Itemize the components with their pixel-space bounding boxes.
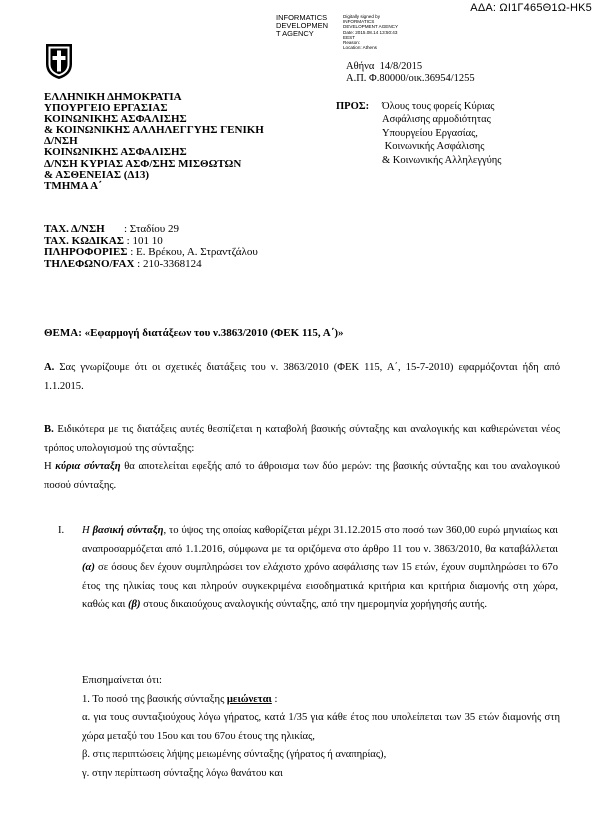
item-text <box>82 522 558 615</box>
section-b <box>44 421 560 495</box>
section-marker: Α. <box>44 362 55 373</box>
signer-line: INFORMATICS <box>276 13 328 22</box>
contact-value: Σταδίου 29 <box>129 223 179 235</box>
greek-emblem-icon <box>44 42 74 80</box>
contact-details <box>44 224 258 270</box>
contact-label: ΤΑΧ. ΚΩΔΙΚΑΣ <box>44 234 124 247</box>
authority-line: ΚΟΙΝΩΝΙΚΗΣ ΑΣΦΑΛΙΣΗΣ <box>44 146 187 159</box>
signature-detail-line: Date: 2015.08.14 13:50:43 <box>343 29 398 35</box>
text-fragment: Η <box>44 461 56 472</box>
section-a-text: Σας γνωρίζουμε ότι οι σχετικές διατάξεις του ν. 3863/2010 (ΦΕΚ 115, Α΄, 15-7-2010) εφαρμόζονται ήδη από 1.1.2015. <box>44 362 560 392</box>
authority-line: & ΚΟΙΝΩΝΙΚΗΣ ΑΛΛΗΛΕΓΓΥΗΣ ΓΕΝΙΚΗ <box>44 124 264 137</box>
subject-line: ΘΕΜΑ: «Εφαρμογή διατάξεων του ν.3863/2010 (ΦΕΚ 115, Α΄)» <box>44 327 344 339</box>
text-fragment: : <box>271 693 278 705</box>
section-b-main-pension <box>44 458 560 495</box>
protocol-number: Α.Π. Φ.80000/οικ.36954/1255 <box>346 72 475 84</box>
authority-line: ΤΜΗΜΑ Α΄ <box>44 179 102 192</box>
signature-detail-line: INFORMATICS <box>343 19 375 25</box>
text-fragment: 1. Το ποσό της βασικής σύνταξης <box>82 693 227 705</box>
recipient-line: Ασφάλισης αρμοδιότητας <box>382 114 491 126</box>
notes-section <box>82 672 560 783</box>
contact-value: 101 10 <box>132 234 163 247</box>
text-fragment: , το ύψος της οποίας καθορίζεται μέχρι 31.12.2015 στο ποσό των 360,00 ευρώ μηνιαίως και αναπροσαρμόζεται από 1.1.2016, σύμφωνα με τα οριζόμενα στο άρθρο 11 του ν. 3863/2010, θα καταβάλλεται <box>82 525 558 555</box>
note-subpoint-a: α. για τους συνταξιούχους λόγω γήρατος, κατά 1/35 για κάθε έτος που υπολείπεται των 35 ετών διαμονής στη χώρα μεταξύ του 15ου και του 67ου έτους της ηλικίας, <box>82 712 560 742</box>
signature-detail-line: DEVELOPMENT AGENCY <box>343 24 399 30</box>
recipient-list <box>382 100 501 167</box>
contact-row <box>44 224 258 236</box>
signature-detail-line: EEST <box>343 34 355 40</box>
text-fragment: σε όσους δεν έχουν συμπληρώσει τον ελάχιστο χρόνο ασφάλισης των 15 ετών, έχουν συμπληρώσει το 67ο έτος της ηλικίας τους και πληρούν συγκεκριμένα εισοδηματικά κριτήρια και κριτήρια διαμονής στη χώρα, καθώς και <box>82 562 558 610</box>
contact-sep: : <box>127 246 137 258</box>
signature-detail-line: Location: Athens <box>343 45 377 51</box>
contact-label: ΠΛΗΡΟΦΟΡΙΕΣ <box>44 246 128 258</box>
contact-label: ΤΗΛΕΦΩΝΟ/FAX <box>44 257 135 270</box>
digital-signature-details <box>343 14 398 50</box>
signature-detail-line: Reason: <box>343 40 361 46</box>
recipient-line: Κοινωνικής Ασφάλισης <box>382 141 485 153</box>
recipient-line: & Κοινωνικής Αλληλεγγύης <box>382 154 502 166</box>
recipients <box>336 100 501 167</box>
section-b-intro <box>44 421 560 458</box>
contact-label: ΤΑΧ. Δ/ΝΣΗ <box>44 223 105 235</box>
authority-line: ΥΠΟΥΡΓΕΙΟ ΕΡΓΑΣΙΑΣ <box>44 102 168 115</box>
contact-sep: : <box>123 234 133 247</box>
contact-row <box>44 259 258 271</box>
signer-line: DEVELOPMEN <box>276 21 329 30</box>
contact-sep: : <box>134 257 143 270</box>
main-pension-term: κύρια σύνταξη <box>55 461 121 472</box>
section-marker: Β. <box>44 424 54 435</box>
recipient-label: ΠΡΟΣ: <box>336 101 370 112</box>
item-number: I. <box>58 525 65 536</box>
section-b-text: Ειδικότερα με τις διατάξεις αυτές θεσπίζεται η καταβολή βασικής σύνταξης και αναλογικής και καθιερώνεται νέος τρόπος υπολογισμού της σύνταξης: <box>44 424 560 454</box>
text-fragment: στους δικαιούχους αναλογικής σύνταξης, από την ημερομηνία χορήγησής αυτής. <box>140 599 487 610</box>
item-basic-pension <box>58 522 558 615</box>
ada-code: ΑΔΑ: ΩΙ1Γ465Θ1Ω-ΗΚ5 <box>470 2 592 14</box>
notes-intro: Επισημαίνεται ότι: <box>82 675 162 686</box>
date-and-protocol <box>346 61 475 84</box>
signer-line: T AGENCY <box>276 29 314 38</box>
note-point-1 <box>82 691 560 710</box>
issuing-authority <box>44 92 264 192</box>
authority-line: ΕΛΛΗΝΙΚΗ ΔΗΜΟΚΡΑΤΙΑ <box>44 91 182 103</box>
contact-sep: : <box>104 223 130 235</box>
contact-value: Ε. Βρέκου, Α. Στραντζάλου <box>136 246 258 258</box>
authority-line: Δ/ΝΣΗ <box>44 135 78 148</box>
signature-detail-line: Digitally signed by <box>343 14 381 19</box>
authority-line: & ΑΣΘΕΝΕΙΑΣ (Δ13) <box>44 168 150 181</box>
authority-line: Δ/ΝΣΗ ΚΥΡΙΑΣ ΑΣΦ/ΣΗΣ ΜΙΣΘΩΤΩΝ <box>44 157 242 170</box>
clause-b-marker: (β) <box>127 599 141 610</box>
authority-line: ΚΟΙΝΩΝΙΚΗΣ ΑΣΦΑΛΙΣΗΣ <box>44 113 187 126</box>
contact-row <box>44 247 258 259</box>
note-subpoint-c: γ. στην περίπτωση σύνταξης λόγω θανάτου και <box>82 767 283 779</box>
section-a <box>44 359 560 396</box>
note-subpoint-b: β. στις περιπτώσεις λήψης μειωμένης σύνταξης (γήρατος ή αναπηρίας), <box>82 749 387 760</box>
recipient-line: Υπουργείου Εργασίας, <box>382 127 478 139</box>
contact-value: 210-3368124 <box>142 257 202 270</box>
recipient-line: Όλους τους φορείς Κύριας <box>382 101 495 112</box>
text-fragment: θα αποτελείται εφεξής από το άθροισμα των δύο μερών: της βασικής σύνταξης και του αναλογικού ποσού σύνταξης. <box>44 461 560 491</box>
clause-a-marker: (α) <box>82 562 95 573</box>
digital-signature-signer <box>276 14 328 38</box>
text-fragment: Η <box>82 525 93 536</box>
reduced-term: μειώνεται <box>226 693 272 705</box>
document-date: Αθήνα 14/8/2015 <box>346 61 423 72</box>
basic-pension-term: βασική σύνταξη <box>92 525 164 536</box>
